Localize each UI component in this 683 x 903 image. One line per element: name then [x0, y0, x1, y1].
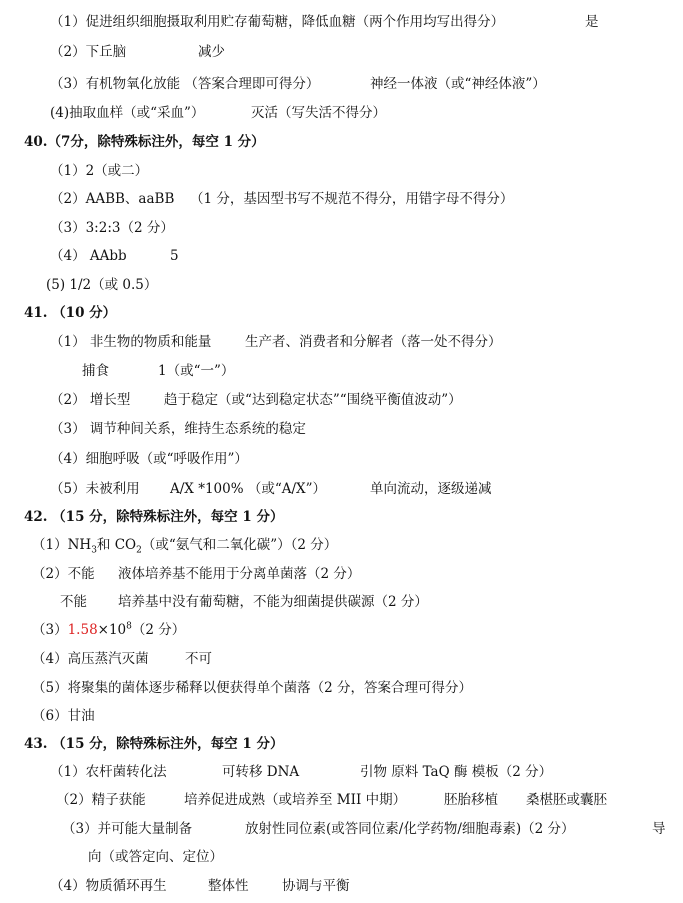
answer-text: A/X *100% （或“A/X”） [170, 481, 327, 497]
answer-line [190, 190, 513, 208]
answer-text: 液体培养基不能用于分离单菌落（2 分） [118, 566, 361, 582]
answer-line [50, 420, 306, 438]
answer-text: （1）农杆菌转化法 [50, 764, 167, 780]
answer-line [32, 707, 95, 725]
answer-text: 向（或答定向、定位） [88, 849, 223, 865]
subscript: 2 [136, 545, 142, 556]
answer-text: （2）AABB、aaBB [50, 191, 175, 207]
heading-text: 40.（7分，除特殊标注外，每空 1 分） [24, 134, 265, 150]
answer-text: （2）精子获能 [56, 792, 146, 808]
heading-text: 41. （10 分） [24, 305, 117, 321]
answer-line [184, 791, 406, 809]
answer-line [50, 247, 127, 265]
answer-line [170, 480, 326, 498]
answer-line [370, 480, 492, 498]
answer-line [62, 820, 192, 838]
answer-text: （4）物质循环再生 [50, 878, 167, 894]
answer-text: 是 [585, 14, 599, 30]
answer-text: 捕食 [82, 363, 109, 379]
section-heading [24, 304, 116, 322]
answer-line [526, 791, 607, 809]
answer-text: （或“氨气和二氧化碳”）（2 分） [141, 537, 338, 553]
answer-line [46, 276, 157, 294]
answer-text: 协调与平衡 [282, 878, 350, 894]
answer-text: 胚胎移植 [444, 792, 498, 808]
answer-line [251, 104, 386, 122]
answer-text: 不可 [185, 651, 212, 667]
answer-line [60, 593, 87, 611]
answer-text: 5 [170, 248, 179, 264]
answer-text: 趋于稳定（或“达到稳定状态”“围绕平衡值波动”） [164, 392, 462, 408]
heading-text: 43. （15 分，除特殊标注外，每空 1 分） [24, 736, 284, 752]
superscript: 8 [126, 621, 132, 632]
subscript: 3 [91, 545, 97, 556]
answer-text: (5) 1/2（或 0.5） [46, 277, 158, 293]
answer-line [50, 763, 167, 781]
answer-text: （4） AAbb [50, 248, 127, 264]
answer-text: 培养促进成熟（或培养至 MII 中期） [184, 792, 407, 808]
answer-line [50, 219, 174, 237]
answer-text: （4）高压蒸汽灭菌 [32, 651, 149, 667]
answer-text: 1（或“一”） [158, 363, 235, 379]
section-heading [24, 133, 265, 151]
answer-line [360, 763, 552, 781]
answer-line [185, 650, 212, 668]
answer-text: （1）2（或二） [50, 163, 149, 179]
answer-text: 不能 [60, 594, 87, 610]
answer-text: （3） [32, 622, 68, 638]
answer-line [56, 791, 146, 809]
answer-text: ×10 [97, 622, 127, 638]
answer-line [50, 162, 148, 180]
answer-line [652, 820, 666, 838]
answer-text: （3）有机物氧化放能 （答案合理即可得分） [50, 76, 320, 92]
answer-line [245, 333, 502, 351]
answer-line [50, 75, 319, 93]
answer-text: （1） 非生物的物质和能量 [50, 334, 212, 350]
answer-line [158, 362, 234, 380]
answer-text: （2）不能 [32, 566, 95, 582]
answer-line [88, 848, 223, 866]
answer-text: （6）甘油 [32, 708, 95, 724]
answer-text: (4)抽取血样（或“采血”） [50, 105, 205, 121]
answer-line [32, 565, 95, 583]
answer-text: （3）3:2:3（2 分） [50, 220, 174, 236]
answer-line [82, 362, 109, 380]
answer-text: （2 分） [131, 622, 186, 638]
answer-line [118, 593, 428, 611]
answer-text: 神经一体液（或“神经体液”） [370, 76, 546, 92]
answer-line [50, 877, 167, 895]
answer-line [245, 820, 575, 838]
section-heading [24, 735, 283, 753]
answer-line [32, 679, 472, 697]
answer-text: （2）下丘脑 [50, 44, 127, 60]
answer-line [32, 621, 185, 639]
answer-text: 可转移 DNA [222, 764, 300, 780]
answer-line [50, 190, 174, 208]
answer-text: （5）将聚集的菌体逐步稀释以便获得单个菌落（2 分，答案合理可得分） [32, 680, 472, 696]
answer-line [222, 763, 299, 781]
answer-text: （5）未被利用 [50, 481, 140, 497]
answer-line [370, 75, 546, 93]
answer-line [50, 43, 126, 61]
answer-line [32, 536, 337, 554]
answer-text: （4）细胞呼吸（或“呼吸作用”） [50, 451, 248, 467]
answer-line [50, 333, 211, 351]
highlighted-value: 1.58 [67, 622, 98, 638]
answer-line [208, 877, 249, 895]
answer-text: （2） 增长型 [50, 392, 131, 408]
answer-text: 培养基中没有葡萄糖，不能为细菌提供碳源（2 分） [118, 594, 428, 610]
answer-line [50, 450, 248, 468]
answer-line [50, 480, 140, 498]
answer-line [118, 565, 360, 583]
section-heading [24, 508, 283, 526]
answer-text: （1）促进组织细胞摄取利用贮存葡萄糖，降低血糖（两个作用均写出得分） [50, 14, 505, 30]
answer-text: 灭活（写失活不得分） [251, 105, 386, 121]
answer-text: 生产者、消费者和分解者（落一处不得分） [245, 334, 502, 350]
answer-text: （3）并可能大量制备 [62, 821, 193, 837]
answer-line [282, 877, 350, 895]
answer-line [585, 13, 599, 31]
answer-line [50, 13, 504, 31]
answer-text: 放射性同位素(或答同位素/化学药物/细胞毒素)（2 分） [245, 821, 575, 837]
answer-line [32, 650, 149, 668]
answer-text: （1）NH [32, 537, 92, 553]
answer-line [198, 43, 225, 61]
answer-text: 单向流动，逐级递减 [370, 481, 492, 497]
answer-line [170, 247, 179, 265]
answer-text: 导 [652, 821, 666, 837]
answer-text: 和 CO [96, 537, 137, 553]
answer-text: （1 分，基因型书写不规范不得分，用错字母不得分） [190, 191, 514, 207]
answer-line [50, 104, 204, 122]
answer-text: 减少 [198, 44, 225, 60]
answer-text: 桑椹胚或囊胚 [526, 792, 607, 808]
answer-line [444, 791, 498, 809]
answer-text: 引物 原料 TaQ 酶 模板（2 分） [360, 764, 553, 780]
answer-text: 整体性 [208, 878, 249, 894]
answer-line [164, 391, 462, 409]
heading-text: 42. （15 分，除特殊标注外，每空 1 分） [24, 509, 284, 525]
answer-line [50, 391, 130, 409]
answer-text: （3） 调节种间关系，维持生态系统的稳定 [50, 421, 306, 437]
